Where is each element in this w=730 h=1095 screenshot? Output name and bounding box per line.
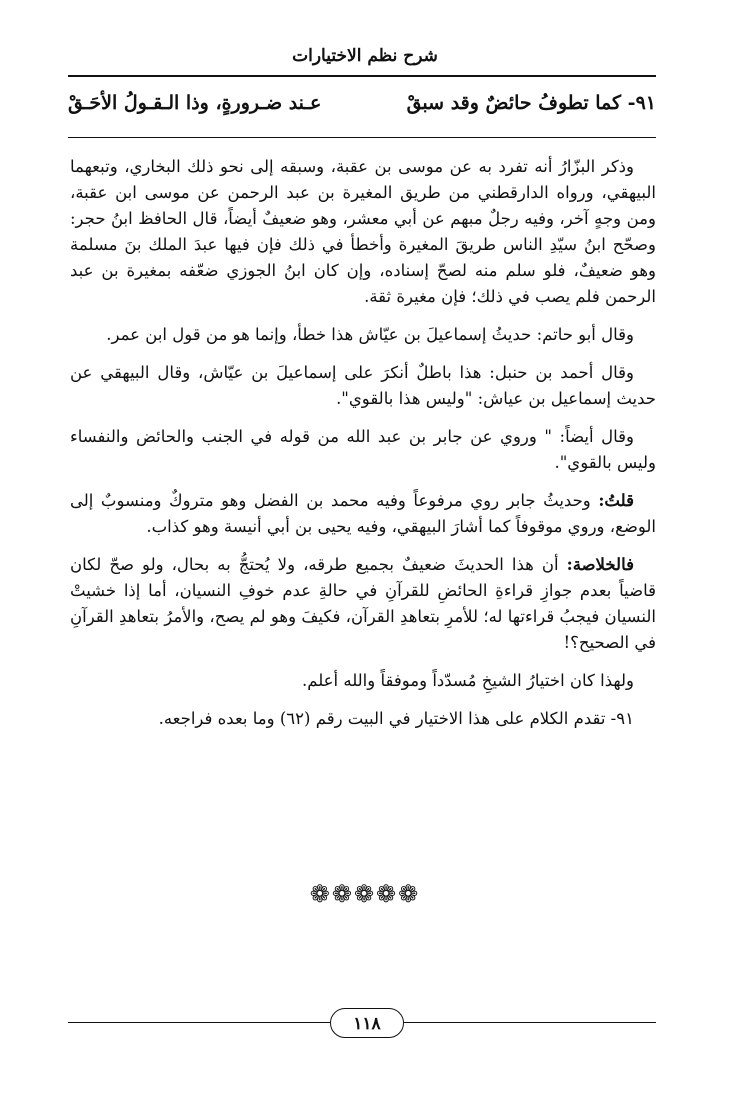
footer-divider-right bbox=[404, 1022, 656, 1023]
paragraph: وقال أيضاً: " وروي عن جابر بن عبد الله من قوله في الجنب والحائض والنفساء وليس بالقوي". bbox=[70, 427, 656, 472]
verse-first-hemistich: ٩١- كما تطوفُ حائضٌ وقد سبقْ bbox=[406, 92, 656, 114]
verse-second-hemistich: عـند ضـرورةٍ، وذا الـقـولُ الأحَـقْ bbox=[68, 92, 322, 114]
paragraph: وذكر البزّارُ أنه تفرد به عن موسى بن عقبة، وسبقه إلى نحو ذلك البخاري، وتبعهما البيهقي، ورواه الدارقطني من طريق المغيرة بن عبد الرحمن عن موسى ابن عقبة، ومن وجهٍ آخر، وفيه رجلٌ مبهم عن أبي معشر، وهو ضعيفٌ أيضاً، قال الحافظ ابنُ حجر: وصحّح ابنُ سيّدِ الناس طريقَ المغيرة وأخطأ في ذلك فإن فيها عبدَ الملك بنَ مسلمة وهو ضعيفٌ، فلو سلم منه لصحّ إسناده، وإن كان ابنُ الجوزي ضعّفه بمغيرة بن عبد الرحمن فلم يصب في ذلك؛ فإن مغيرة ثقة. bbox=[70, 157, 656, 306]
page-number: ١١٨ bbox=[330, 1008, 404, 1038]
footnote: ٩١- تقدم الكلام على هذا الاختيار في البيت رقم (٦٢) وما بعده فراجعه. bbox=[158, 709, 634, 728]
body-text bbox=[70, 154, 656, 744]
footer-divider-left bbox=[68, 1022, 330, 1023]
poem-verse bbox=[68, 92, 656, 128]
paragraph: فالخلاصة: أن هذا الحديثَ ضعيفٌ بجميع طرقه، ولا يُحتجُّ به بحال، ولو صحّ لكان قاضياً بعدم جوازِ قراءةِ الحائضِ للقرآنِ في حالةِ عدم خوفِ النسيان، أما إذا خشيتْ النسيان فيجبُ قراءتها له؛ للأمرِ بتعاهدِ القرآن، فكيفَ وهو لم يصح، والأمرُ بتعاهدِ القرآنِ في الصحيح؟! bbox=[70, 555, 656, 652]
paragraph-lead-word: قلتُ: bbox=[598, 491, 634, 510]
paragraph: قلتُ: وحديثُ جابر روي مرفوعاً وفيه محمد بن الفضل وهو متروكٌ ومنسوبٌ إلى الوضع، وروي موقوفاً كما أشارَ البيهقي، وفيه يحيى بن أبي أنيسة وهو كذاب. bbox=[70, 491, 656, 536]
running-header-title: شرح نظم الاختيارات bbox=[292, 46, 438, 66]
header-divider bbox=[68, 75, 656, 77]
paragraph: ولهذا كان اختيارُ الشيخِ مُسدّداً وموفقاً والله أعلم. bbox=[301, 671, 634, 690]
paragraph-lead-word: فالخلاصة: bbox=[566, 555, 634, 574]
verse-divider bbox=[68, 137, 656, 138]
paragraph: وقال أحمد بن حنبل: هذا باطلٌ أنكرَ على إسماعيلَ بن عيّاش، وقال البيهقي عن حديث إسماعيل بن عياش: "وليس هذا بالقوي". bbox=[70, 363, 656, 408]
flower-ornament-divider: ❁❁❁❁❁ bbox=[309, 880, 421, 908]
paragraph: وقال أبو حاتم: حديثُ إسماعيلَ بن عيّاش هذا خطأ، وإنما هو من قول ابن عمر. bbox=[106, 325, 634, 344]
